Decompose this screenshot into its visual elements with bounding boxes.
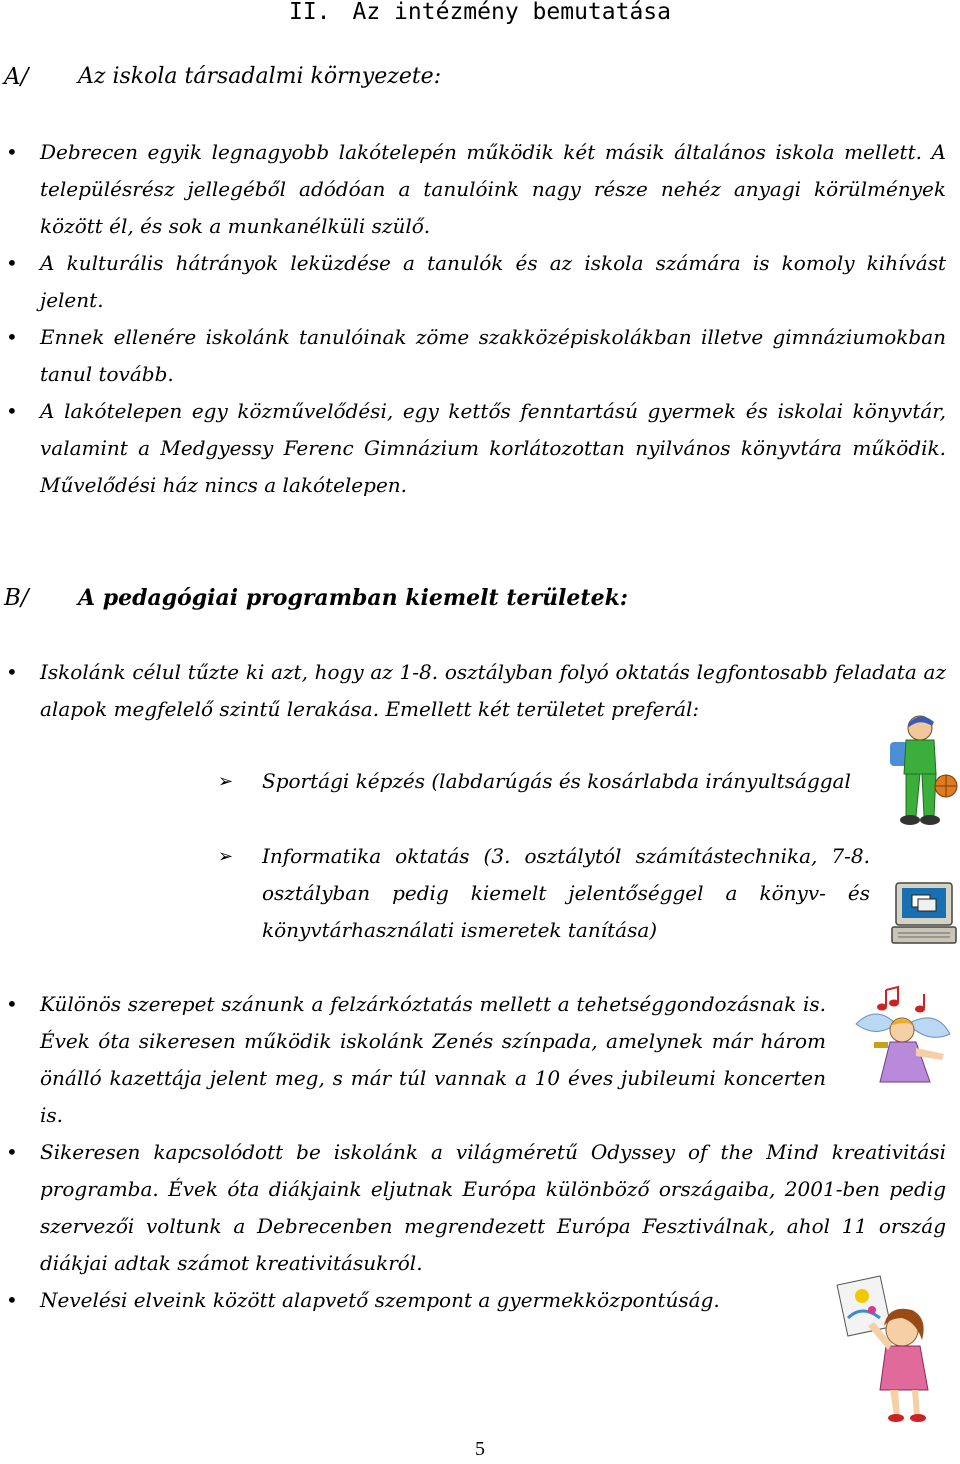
paragraph: Nevelési elveink között alapvető szempont a gyermekközpontúság. <box>40 1288 720 1312</box>
page-heading <box>0 0 960 24</box>
section-b-letter: B/ <box>4 585 29 611</box>
list-item <box>0 245 960 319</box>
list-item <box>0 654 960 728</box>
heading-title: Az intézmény bemutatása <box>352 0 672 25</box>
computer-icon <box>890 879 960 947</box>
bullet-icon: • <box>6 399 18 423</box>
paragraph: A lakótelepen egy közművelődési, egy kettős fenntartású gyermek és iskolai könyvtár, valamint a Medgyessy Ferenc Gimnázium korlátozottan nyilvános könyvtára működik. Művelődési ház nincs a lakótelepen. <box>40 399 946 497</box>
paragraph: Különös szerepet szánunk a felzárkóztatás mellett a tehetséggondozásnak is. Évek óta sikeresen működik iskolánk Zenés színpada, amelynek már három önálló kazettája jelent meg, s már túl vannak a 10 éves jubileumi koncerten is. <box>40 992 826 1127</box>
section-b-list <box>0 986 960 1319</box>
sub-list-item <box>0 763 960 837</box>
paragraph: Sportági képzés (labdarúgás és kosárlabda irányultsággal <box>262 769 851 793</box>
bullet-icon: • <box>6 1288 18 1312</box>
bullet-icon: • <box>6 1140 18 1164</box>
bullet-icon: • <box>6 660 18 684</box>
section-b-title: A pedagógiai programban kiemelt területek: <box>78 585 628 611</box>
paragraph: Debrecen egyik legnagyobb lakótelepén működik két másik általános iskola mellett. A településrész jellegéből adódóan a tanulóink nagy része nehéz anyagi körülmények között él, és sok a munkanélküli szülő. <box>40 140 946 238</box>
section-a-title: Az iskola társadalmi környezete: <box>78 64 442 89</box>
list-item <box>0 393 960 504</box>
paragraph: Ennek ellenére iskolánk tanulóinak zöme szakközépiskolákban illetve gimnáziumokban tanul tovább. <box>40 325 946 386</box>
heading-number: II. <box>288 0 331 25</box>
basketball-kid-icon <box>876 712 960 832</box>
bullet-icon: • <box>6 325 18 349</box>
music-fairy-icon <box>846 984 958 1094</box>
list-item <box>0 1134 960 1282</box>
paragraph: Sikeresen kapcsolódott be iskolánk a világméretű Odyssey of the Mind kreativitási programba. Évek óta diákjaink eljutnak Európa különböző országaiba, 2001-ben pedig szervezői voltunk a Debrecenben megrendezett Európa Fesztiválnak, ahol 11 ország diákjai adtak számot kreativitásukról. <box>40 1140 946 1275</box>
bullet-icon: • <box>6 140 18 164</box>
bullet-icon: • <box>6 992 18 1016</box>
section-a-letter: A/ <box>4 64 29 90</box>
paragraph: Iskolánk célul tűzte ki azt, hogy az 1-8. osztályban folyó oktatás legfontosabb feladata az alapok megfelelő szintű lerakása. Emellett két területet preferál: <box>40 660 946 721</box>
arrow-bullet-icon: ➢ <box>218 846 234 867</box>
list-item <box>0 134 960 245</box>
bullet-icon: • <box>6 251 18 275</box>
page-number: 5 <box>475 1438 485 1460</box>
paragraph: A kulturális hátrányok leküzdése a tanulók és az iskola számára is komoly kihívást jelent. <box>40 251 946 312</box>
painting-girl-icon <box>832 1274 940 1424</box>
list-item <box>0 319 960 393</box>
paragraph: Informatika oktatás (3. osztálytól számítástechnika, 7-8. osztályban pedig kiemelt jelentőséggel a könyv- és könyvtárhasználati ismeretek tanítása) <box>262 844 870 942</box>
section-a-list <box>0 134 960 504</box>
list-item <box>0 1282 960 1319</box>
arrow-bullet-icon: ➢ <box>218 771 234 792</box>
sub-list-item <box>0 838 960 949</box>
list-item <box>0 986 960 1134</box>
